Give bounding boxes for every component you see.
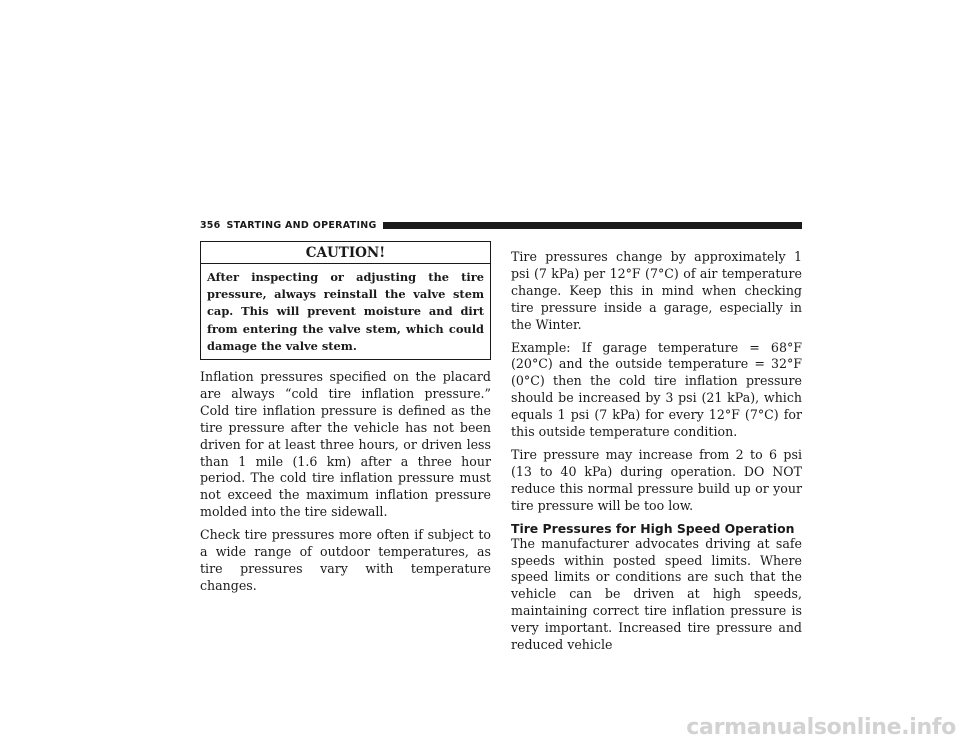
section-title: STARTING AND OPERATING	[226, 219, 377, 231]
paragraph-pressure-change: Tire pressures change by approximately 1 psi (7 kPa) per 12°F (7°C) of air temperature change. Keep this in mind when checking tire pressure inside a garage, especially in the Winter.	[511, 249, 802, 332]
subheading-high-speed: Tire Pressures for High Speed Operation	[511, 520, 795, 536]
watermark: carmanualsonline.info	[686, 715, 956, 740]
paragraph-example: Example: If garage temperature = 68°F (20°C) and the outside temperature = 32°F (0°C) then the cold tire inflation pressure should be increased by 3 psi (21 kPa), which equals 1 psi (7 kPa) for every 12°F (7°C) for this outside temperature condition.	[511, 339, 802, 440]
paragraph-high-speed: The manufacturer advocates driving at safe speeds within posted speed limits. Where speed limits or conditions are such that the vehicle can be driven at high speeds, maintaining correct tire inflation pressure is very important. Increased tire pressure and reduced vehicle	[511, 535, 802, 653]
caution-body: After inspecting or adjusting the tire pressure, always reinstall the valve stem cap. This will prevent moisture and dirt from entering the valve stem, which could damage the valve stem.	[207, 270, 484, 353]
left-column	[200, 241, 491, 601]
paragraph-pressure-increase: Tire pressure may increase from 2 to 6 psi (13 to 40 kPa) during operation. DO NOT reduce this normal pressure build up or your tire pressure will be too low.	[511, 446, 802, 513]
header-rule	[383, 222, 802, 229]
page-number: 356	[200, 219, 221, 231]
paragraph-check-often: Check tire pressures more often if subject to a wide range of outdoor temperatures, as tire pressures vary with temperature changes.	[200, 527, 491, 593]
caution-title: CAUTION!	[201, 242, 490, 264]
caution-box	[200, 241, 491, 360]
page-header	[200, 219, 802, 231]
paragraph-cold-inflation: Inflation pressures specified on the placard are always “cold tire inflation pressure.” Cold tire inflation pressure is defined as the tire pressure after the vehicle has not been driven for at least three hours, or driven less than 1 mile (1.6 km) after a three hour period. The cold tire inflation pressure must not exceed the maximum inflation pressure molded into the tire sidewall.	[200, 369, 491, 520]
right-column	[511, 249, 802, 660]
